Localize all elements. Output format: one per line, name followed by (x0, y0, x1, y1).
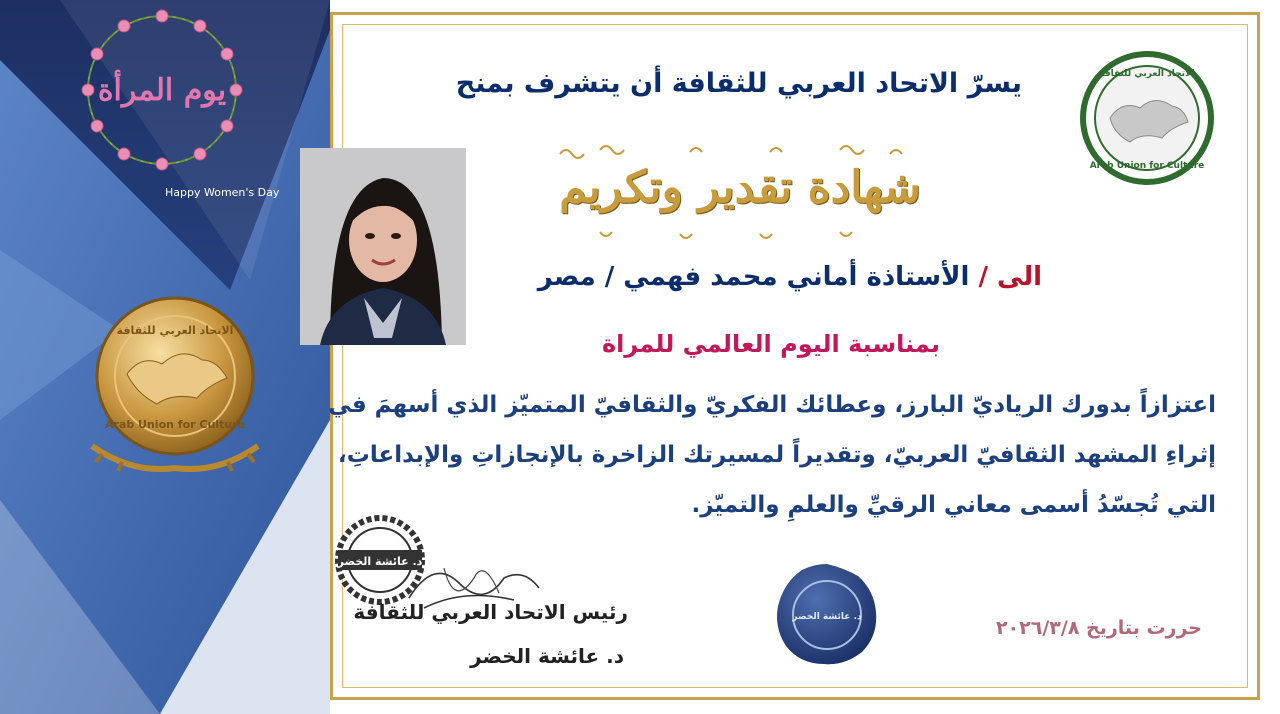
wax-seal (772, 560, 882, 670)
citation-body: اعتزازاً بدورك الرياديّ البارز، وعطائك الفكريّ والثقافيّ المتميّز الذي أسهمَ في إثراءِ المشهد الثقافيّ العربيّ، وتقديراً لمسيرتك الزاخرة بالإنجازاتِ والإبداعاتِ، التي تُجسّدُ أسمى معاني الرقيِّ والعلمِ والتميّز. (328, 392, 1216, 518)
stamp-text: د. عائشة الخضر (337, 555, 423, 568)
recipient-photo (300, 148, 466, 345)
seal-text: د. عائشة الخضر (792, 612, 862, 622)
intro-text: يسرّ الاتحاد العربي للثقافة أن يتشرف بمنح (455, 68, 1022, 99)
recipient-prefix: الى / (978, 262, 1042, 292)
issue-date: حررت بتاريخ ٢٠٢٦/٣/٨ (995, 617, 1202, 639)
banner-caption: Happy Women's Day (165, 186, 280, 199)
certificate-title-block (540, 140, 940, 240)
gold-medal (72, 296, 278, 476)
signatory-name: د. عائشة الخضر (470, 644, 624, 668)
signatory-title: رئيس الاتحاد العربي للثقافة (353, 600, 628, 624)
medal-arabic-text: الاتحاد العربي للثقافة (116, 324, 234, 337)
arab-union-logo (1080, 48, 1214, 188)
occasion-text: بمناسبة اليوم العالمي للمراة (601, 330, 940, 358)
certificate-title: شهادة تقدير وتكريم (559, 162, 921, 213)
logo-english-text: Arab Union for Culture (1089, 161, 1205, 171)
womens-day-emblem (70, 0, 280, 210)
flower-wreath-icon (70, 0, 260, 200)
medal-english-text: Arab Union for Culture (104, 418, 246, 431)
recipient-line (538, 262, 1042, 292)
banner-calligraphy: يوم المرأة (97, 73, 227, 108)
logo-arabic-text: الاتحاد العربي للثقافة (1099, 69, 1195, 79)
recipient-name: الأستاذة أماني محمد فهمي / مصر (537, 262, 970, 292)
